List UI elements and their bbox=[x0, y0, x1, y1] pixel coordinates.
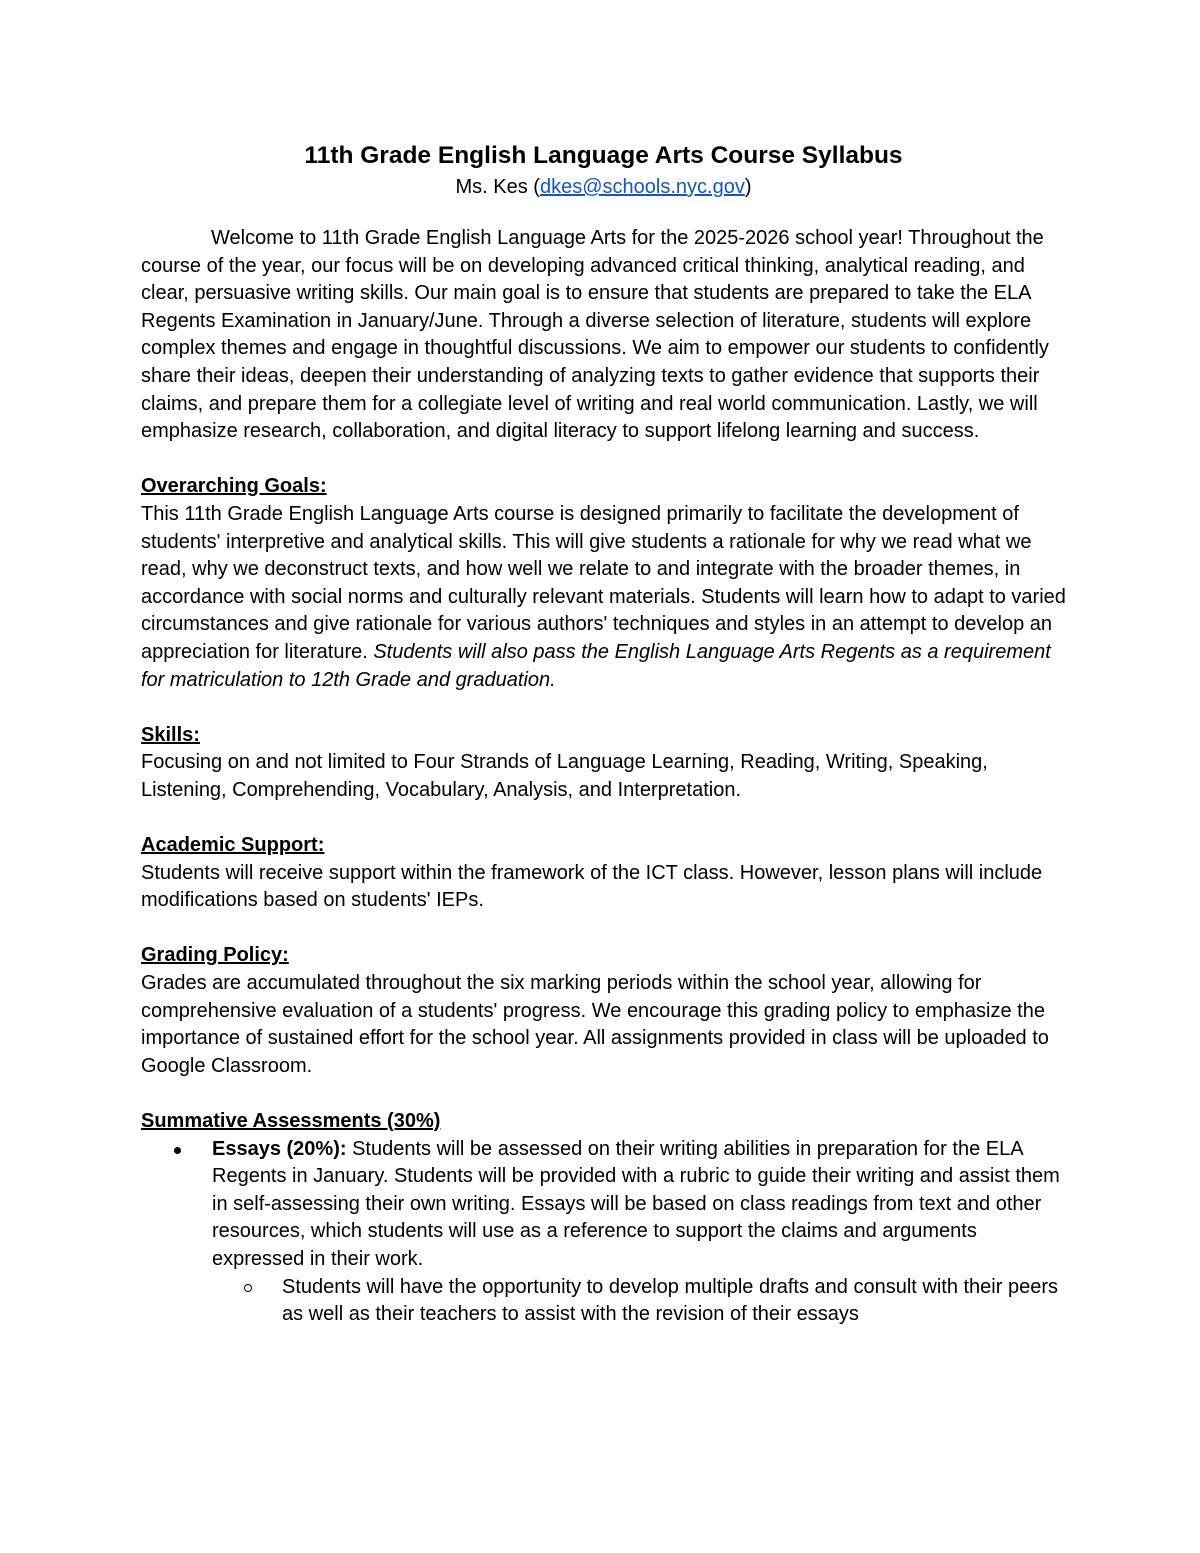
essays-sublist bbox=[212, 1274, 1066, 1329]
section-skills bbox=[141, 722, 1066, 805]
teacher-email-link[interactable]: dkes@schools.nyc.gov bbox=[539, 176, 745, 198]
teacher-name: Ms. Kes ( bbox=[455, 176, 540, 198]
summative-list bbox=[141, 1136, 1066, 1329]
goals-italic-text: Students will also pass the English Language Arts Regents as a requirement for matriculation to 12th Grade and graduation. bbox=[141, 640, 1051, 691]
list-item bbox=[212, 1136, 1066, 1329]
section-academic-support bbox=[141, 832, 1066, 915]
section-goals bbox=[141, 473, 1066, 694]
syllabus-page bbox=[141, 140, 1066, 1329]
essays-sub-text: Students will have the opportunity to develop multiple drafts and consult with their peers as well as their teachers to assist with the revision of their essays bbox=[282, 1275, 1058, 1326]
goals-text: This 11th Grade English Language Arts course is designed primarily to facilitate the development of students' interpretive and analytical skills. This will give students a rationale for why we read what we read, why we deconstruct texts, and how well we relate to and integrate with the broader themes, in accordance with social norms and culturally relevant materials. Students will learn how to adapt to varied circumstances and give rationale for various authors' techniques and styles in an attempt to develop an appreciation for literature. bbox=[141, 502, 1066, 663]
skills-heading: Skills: bbox=[141, 723, 200, 746]
page-title: 11th Grade English Language Arts Course Syllabus bbox=[304, 142, 903, 169]
teacher-contact-close: ) bbox=[744, 176, 752, 198]
hollow-bullet-icon bbox=[244, 1284, 252, 1292]
goals-body bbox=[141, 501, 1066, 694]
bullet-icon bbox=[174, 1147, 181, 1154]
list-item bbox=[282, 1274, 1066, 1329]
section-grading-policy bbox=[141, 942, 1066, 1080]
support-body: Students will receive support within the framework of the ICT class. However, lesson plans will include modifications based on students' IEPs. bbox=[141, 861, 1043, 912]
goals-heading: Overarching Goals: bbox=[141, 475, 327, 498]
grading-heading: Grading Policy: bbox=[141, 944, 289, 967]
grading-body: Grades are accumulated throughout the six marking periods within the school year, allowing for comprehensive evaluation of a students' progress. We encourage this grading policy to emphasize the importance of sustained effort for the school year. All assignments provided in class will be uploaded to Google Classroom. bbox=[141, 972, 1049, 1077]
intro-paragraph: Welcome to 11th Grade English Language Arts for the 2025-2026 school year! Throughout the course of the year, our focus will be on developing advanced critical thinking, analytical reading, and clear, persuasive writing skills. Our main goal is to ensure that students are prepared to take the ELA Regents Examination in January/June. Through a diverse selection of literature, students will explore complex themes and engage in thoughtful discussions. We aim to empower our students to confidently share their ideas, deepen their understanding of analyzing texts to gather evidence that supports their claims, and prepare them for a collegiate level of writing and real world communication. Lastly, we will emphasize research, collaboration, and digital literacy to support lifelong learning and success. bbox=[141, 227, 1049, 443]
summative-heading: Summative Assessments (30%) bbox=[141, 1110, 441, 1132]
teacher-contact bbox=[141, 172, 1066, 202]
essays-body: Students will be assessed on their writing abilities in preparation for the ELA Regents in January. Students will be provided with a rubric to guide their writing and assist them in self-assessing their own writing. Essays will be based on class readings from text and other resources, which students will use as a reference to support the claims and arguments expressed in their work. bbox=[212, 1137, 1060, 1270]
support-heading: Academic Support: bbox=[141, 834, 325, 857]
skills-body: Focusing on and not limited to Four Strands of Language Learning, Reading, Writing, Speaking, Listening, Comprehending, Vocabulary, Analysis, and Interpretation. bbox=[141, 751, 988, 801]
essays-label: Essays (20%): bbox=[212, 1137, 347, 1160]
section-summative bbox=[141, 1108, 1066, 1329]
